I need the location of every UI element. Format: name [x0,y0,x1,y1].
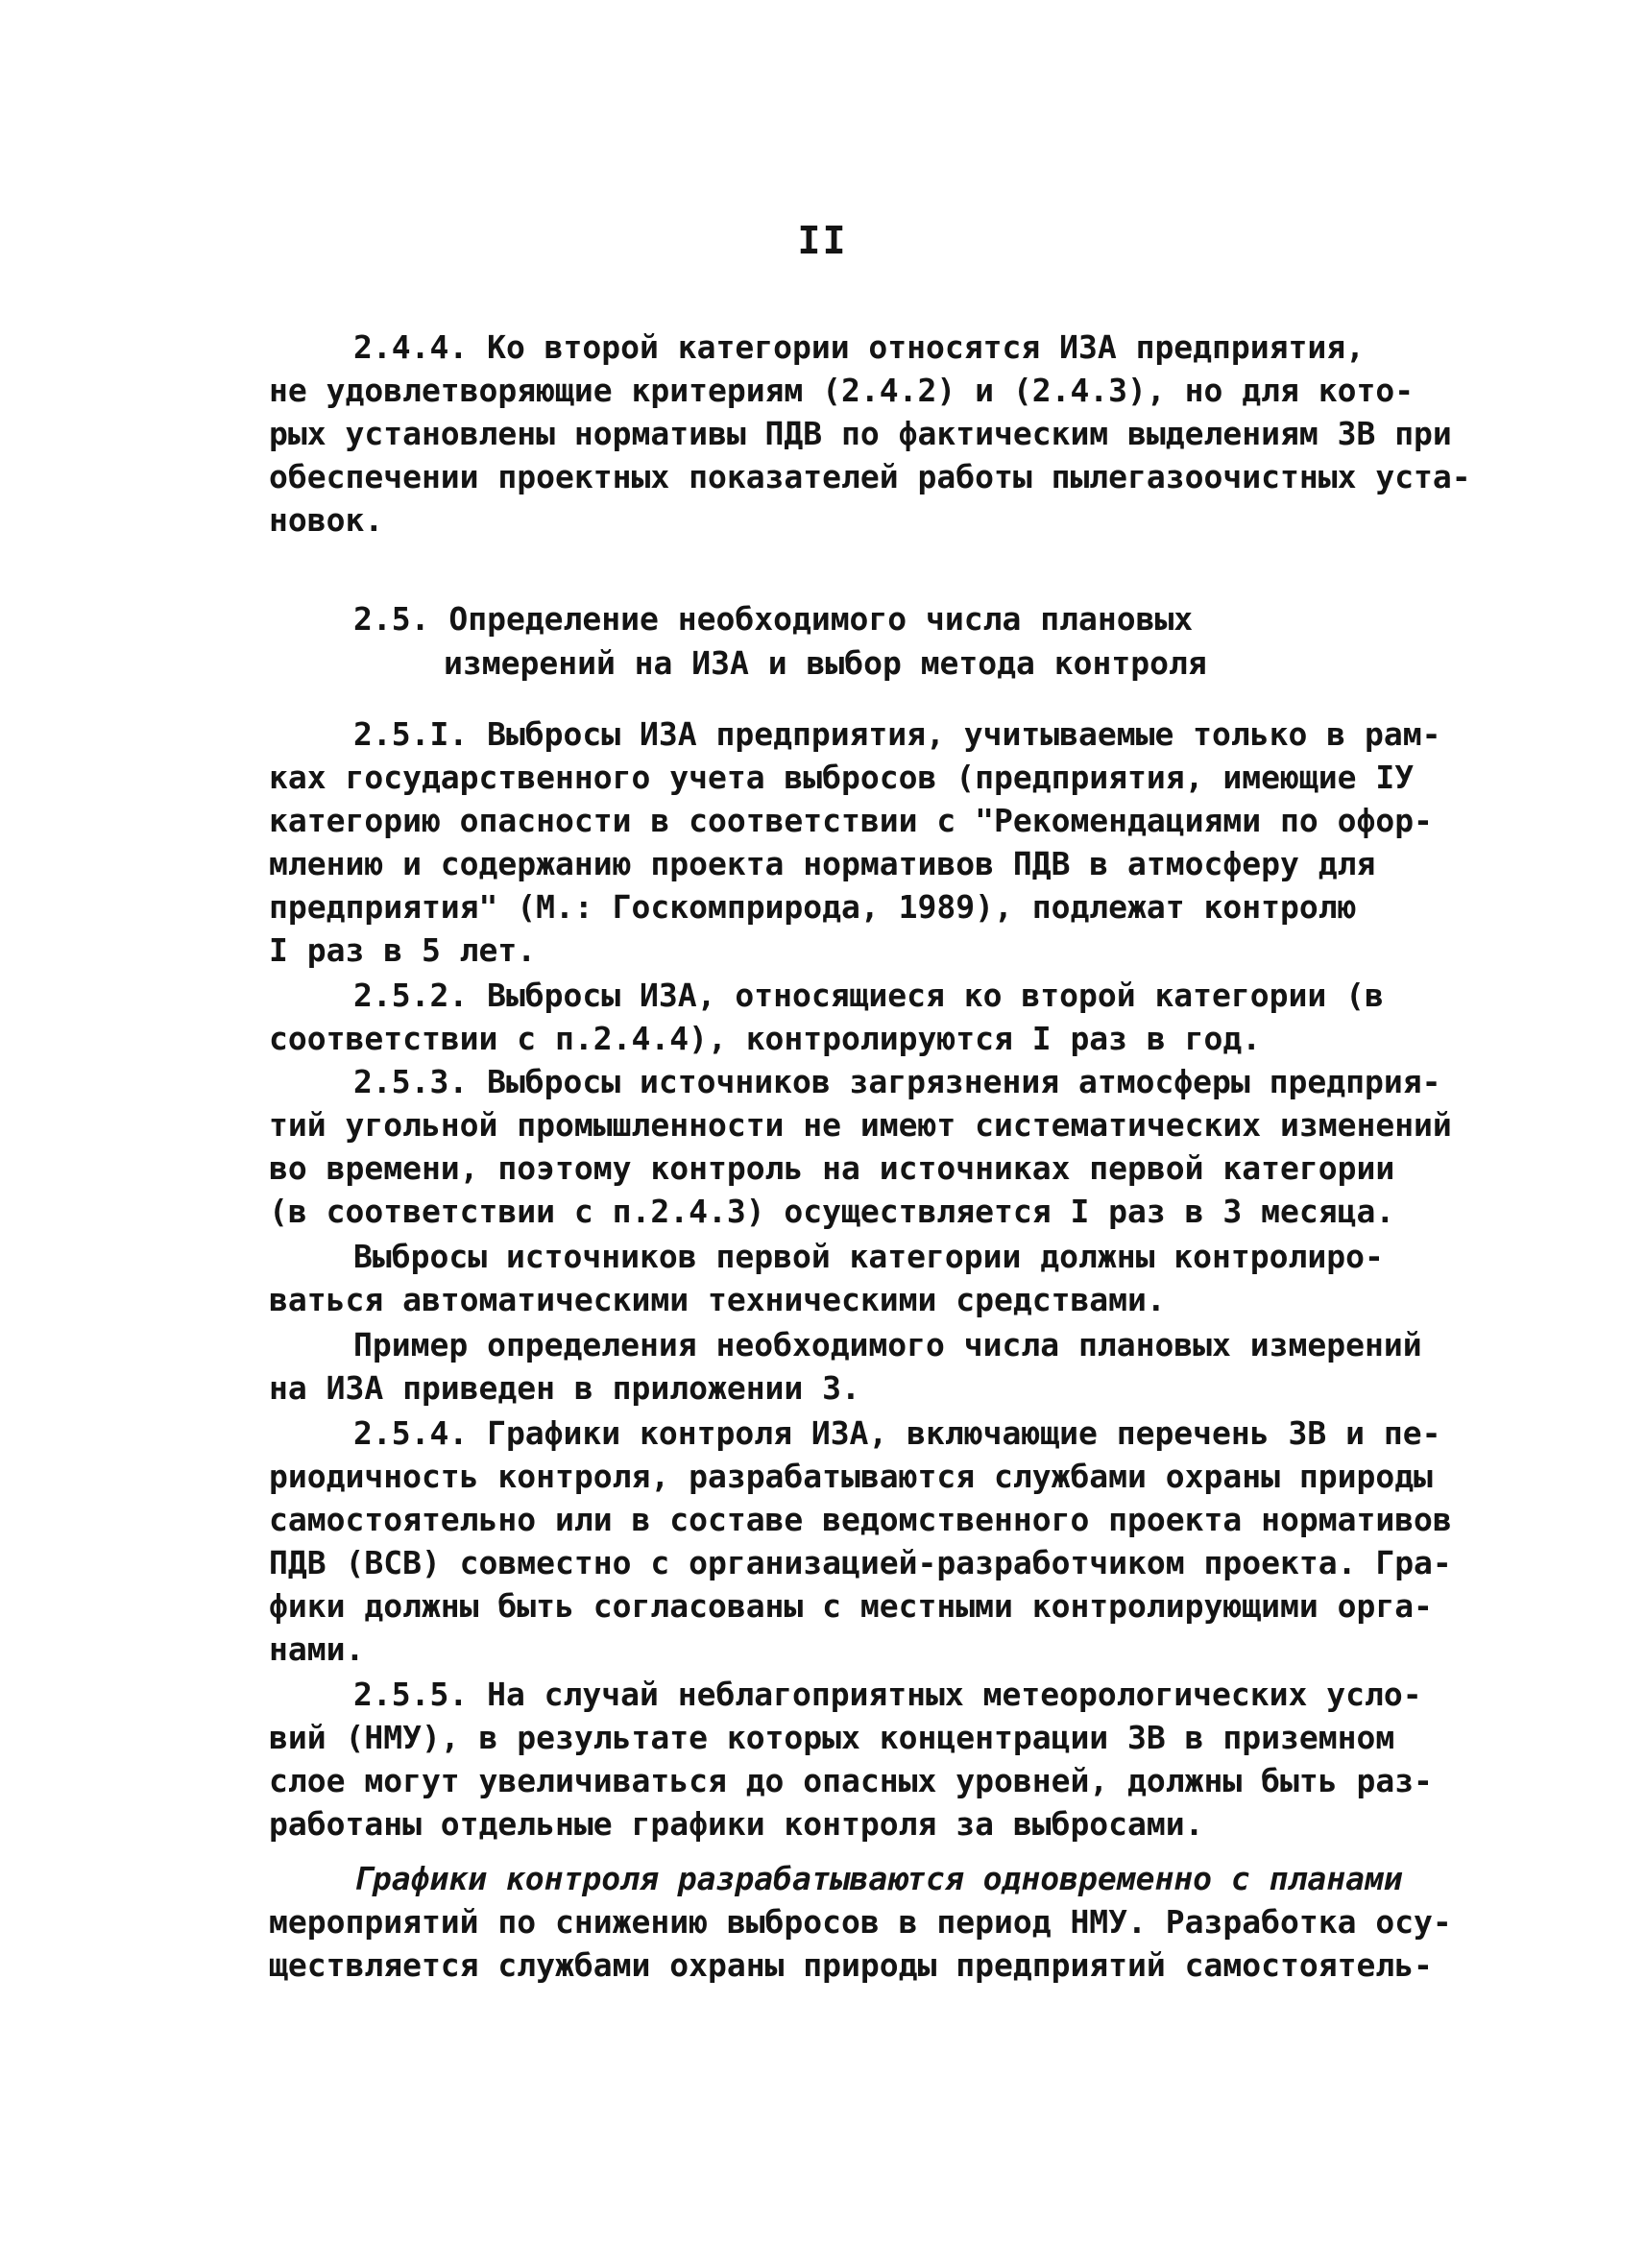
text-line: нами. [269,1630,365,1668]
text-line: 2.5.5. На случай неблагоприятных метеорологических усло- [353,1676,1422,1713]
text-line: новок. [269,501,384,539]
text-line: 2.5.3. Выбросы источников загрязнения атмосферы предприя- [353,1063,1441,1100]
text-line: во времени, поэтому контроль на источниках первой категории [269,1149,1395,1187]
text-line: 2.5.I. Выбросы ИЗА предприятия, учитываемые только в рам- [353,715,1441,753]
text-line: риодичность контроля, разрабатываются службами охраны природы [269,1458,1433,1495]
text-line: соответствии с п.2.4.4), контролируются I раз в год. [269,1020,1262,1057]
text-line: фики должны быть согласованы с местными контролирующими орга- [269,1587,1433,1625]
text-line: ваться автоматическими техническими средствами. [269,1281,1166,1318]
text-line: вий (НМУ), в результате которых концентрации ЗВ в приземном [269,1719,1395,1756]
text-line: 2.4.4. Ко второй категории относятся ИЗА предприятия, [353,328,1365,366]
text-line: 2.5.4. Графики контроля ИЗА, включающие перечень ЗВ и пе- [353,1414,1441,1452]
text-line: Графики контроля разрабатываются одновременно с планами [353,1860,1403,1897]
section-heading: 2.5. Определение необходимого числа плановых [353,600,1194,638]
text-line: самостоятельно или в составе ведомственного проекта нормативов [269,1501,1452,1538]
text-line: предприятия" (М.: Госкомприрода, 1989), подлежат контролю [269,888,1357,926]
text-line: категорию опасности в соответствии с "Рекомендациями по офор- [269,802,1433,839]
text-line: мероприятий по снижению выбросов в период НМУ. Разработка осу- [269,1903,1452,1941]
text-line: (в соответствии с п.2.4.3) осуществляется I раз в 3 месяца. [269,1193,1395,1230]
text-line: рых установлены нормативы ПДВ по фактическим выделениям ЗВ при [269,415,1452,452]
text-line: Пример определения необходимого числа плановых измерений [353,1326,1422,1363]
text-line: ках государственного учета выбросов (предприятия, имеющие IУ [269,759,1415,796]
text-line: млению и содержанию проекта нормативов ПДВ в атмосферу для [269,845,1376,882]
text-line: на ИЗА приведен в приложении 3. [269,1369,860,1407]
text-line: ществляется службами охраны природы предприятий самостоятель- [269,1946,1433,1984]
text-line: слое могут увеличиваться до опасных уровней, должны быть раз- [269,1762,1433,1799]
text-line: 2.5.2. Выбросы ИЗА, относящиеся ко второй категории (в [353,977,1384,1014]
section-heading: измерений на ИЗА и выбор метода контроля [444,644,1207,682]
text-line: работаны отдельные графики контроля за выбросами. [269,1805,1204,1843]
text-line: Выбросы источников первой категории должны контролиро- [353,1238,1384,1275]
text-line: тий угольной промышленности не имеют систематических изменений [269,1106,1452,1144]
text-line: ПДВ (ВСВ) совместно с организацией-разработчиком проекта. Гра- [269,1544,1452,1581]
text-line: не удовлетворяющие критериям (2.4.2) и (2.4.3), но для кото- [269,372,1415,409]
page-number: II [797,219,848,263]
text-line: I раз в 5 лет. [269,931,537,969]
text-line: обеспечении проектных показателей работы пылегазоочистных уста- [269,458,1471,495]
